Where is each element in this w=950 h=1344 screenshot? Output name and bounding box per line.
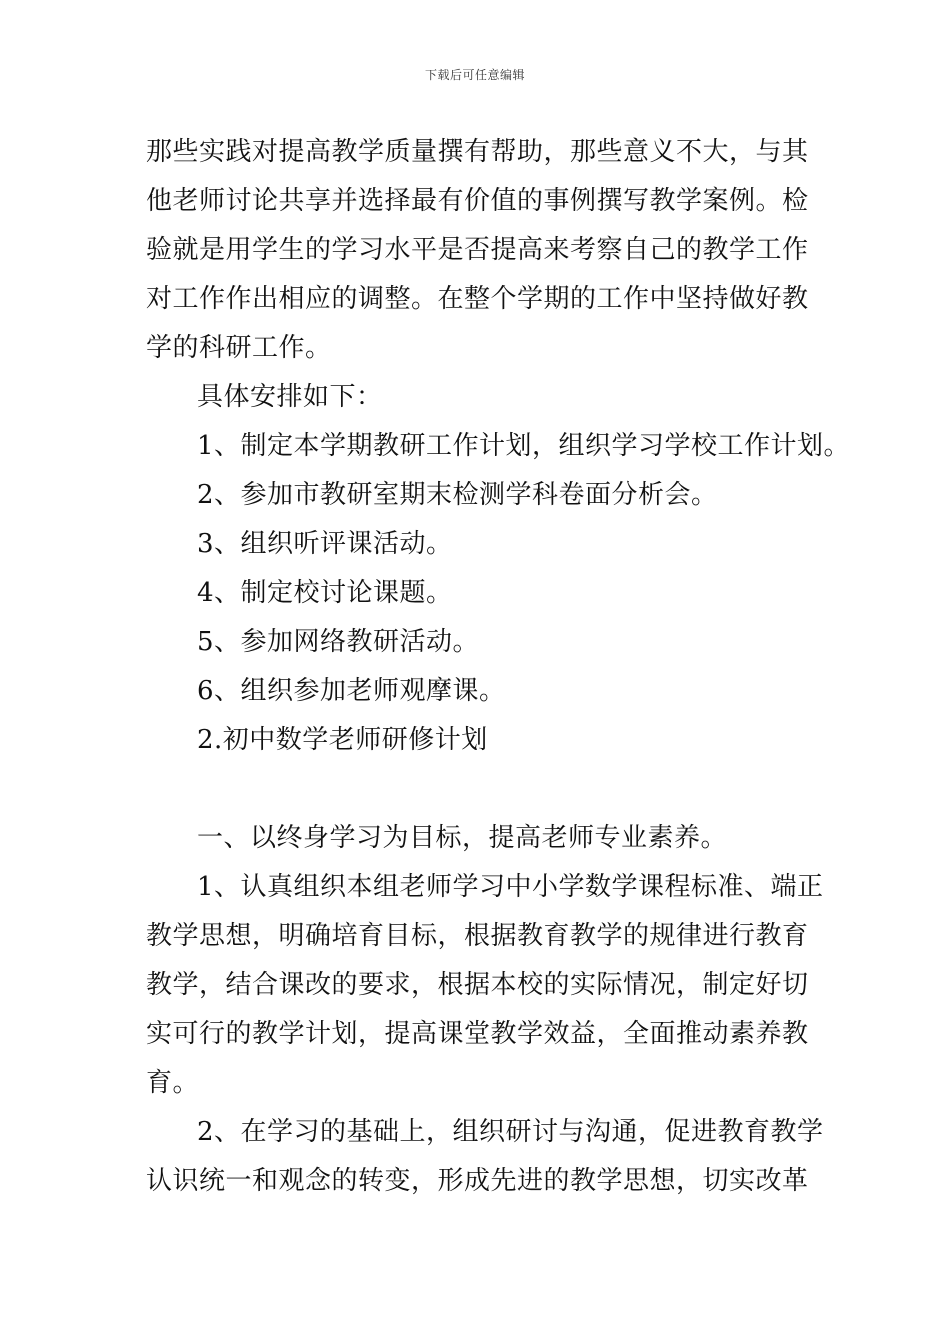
paragraph-line: 认识统一和观念的转变，形成先进的教学思想，切实改革: [146, 1166, 809, 1196]
paragraph-line: 对工作作出相应的调整。在整个学期的工作中坚持做好教: [146, 284, 809, 314]
section-title: 2.初中数学老师研修计划: [197, 725, 488, 755]
paragraph-line: 学的科研工作。: [146, 333, 332, 363]
list-item: 5、参加网络教研活动。: [197, 627, 480, 657]
paragraph-line: 他老师讨论共享并选择最有价值的事例撰写教学案例。检: [146, 186, 809, 216]
paragraph-line: 教学思想，明确培育目标，根据教育教学的规律进行教育: [146, 921, 809, 951]
paragraph-line: 育。: [146, 1068, 200, 1098]
section-heading: 一、以终身学习为目标，提高老师专业素养。: [197, 823, 728, 853]
paragraph-line: 2、在学习的基础上，组织研讨与沟通，促进教育教学: [197, 1117, 824, 1147]
page-header: 下载后可任意编辑: [424, 68, 525, 82]
paragraph-line: 教学，结合课改的要求，根据本校的实际情况，制定好切: [146, 970, 809, 1000]
list-item: 6、组织参加老师观摩课。: [197, 676, 506, 706]
paragraph-line: 1、认真组织本组老师学习中小学数学课程标准、端正: [197, 872, 824, 902]
paragraph-line: 实可行的教学计划，提高课堂教学效益，全面推动素养教: [146, 1019, 809, 1049]
list-item: 2、参加市教研室期末检测学科卷面分析会。: [197, 480, 718, 510]
blank-line: [146, 765, 814, 814]
paragraph-line: 那些实践对提高教学质量撰有帮助，那些意义不大，与其: [146, 137, 809, 167]
section-intro: 具体安排如下：: [197, 382, 383, 412]
paragraph-line: 验就是用学生的学习水平是否提高来考察自己的教学工作: [146, 235, 809, 265]
list-item: 3、组织听评课活动。: [197, 529, 453, 559]
list-item: 4、制定校讨论课题。: [197, 578, 453, 608]
list-item: 1、制定本学期教研工作计划，组织学习学校工作计划。: [197, 431, 851, 461]
document-body: [146, 128, 851, 1206]
